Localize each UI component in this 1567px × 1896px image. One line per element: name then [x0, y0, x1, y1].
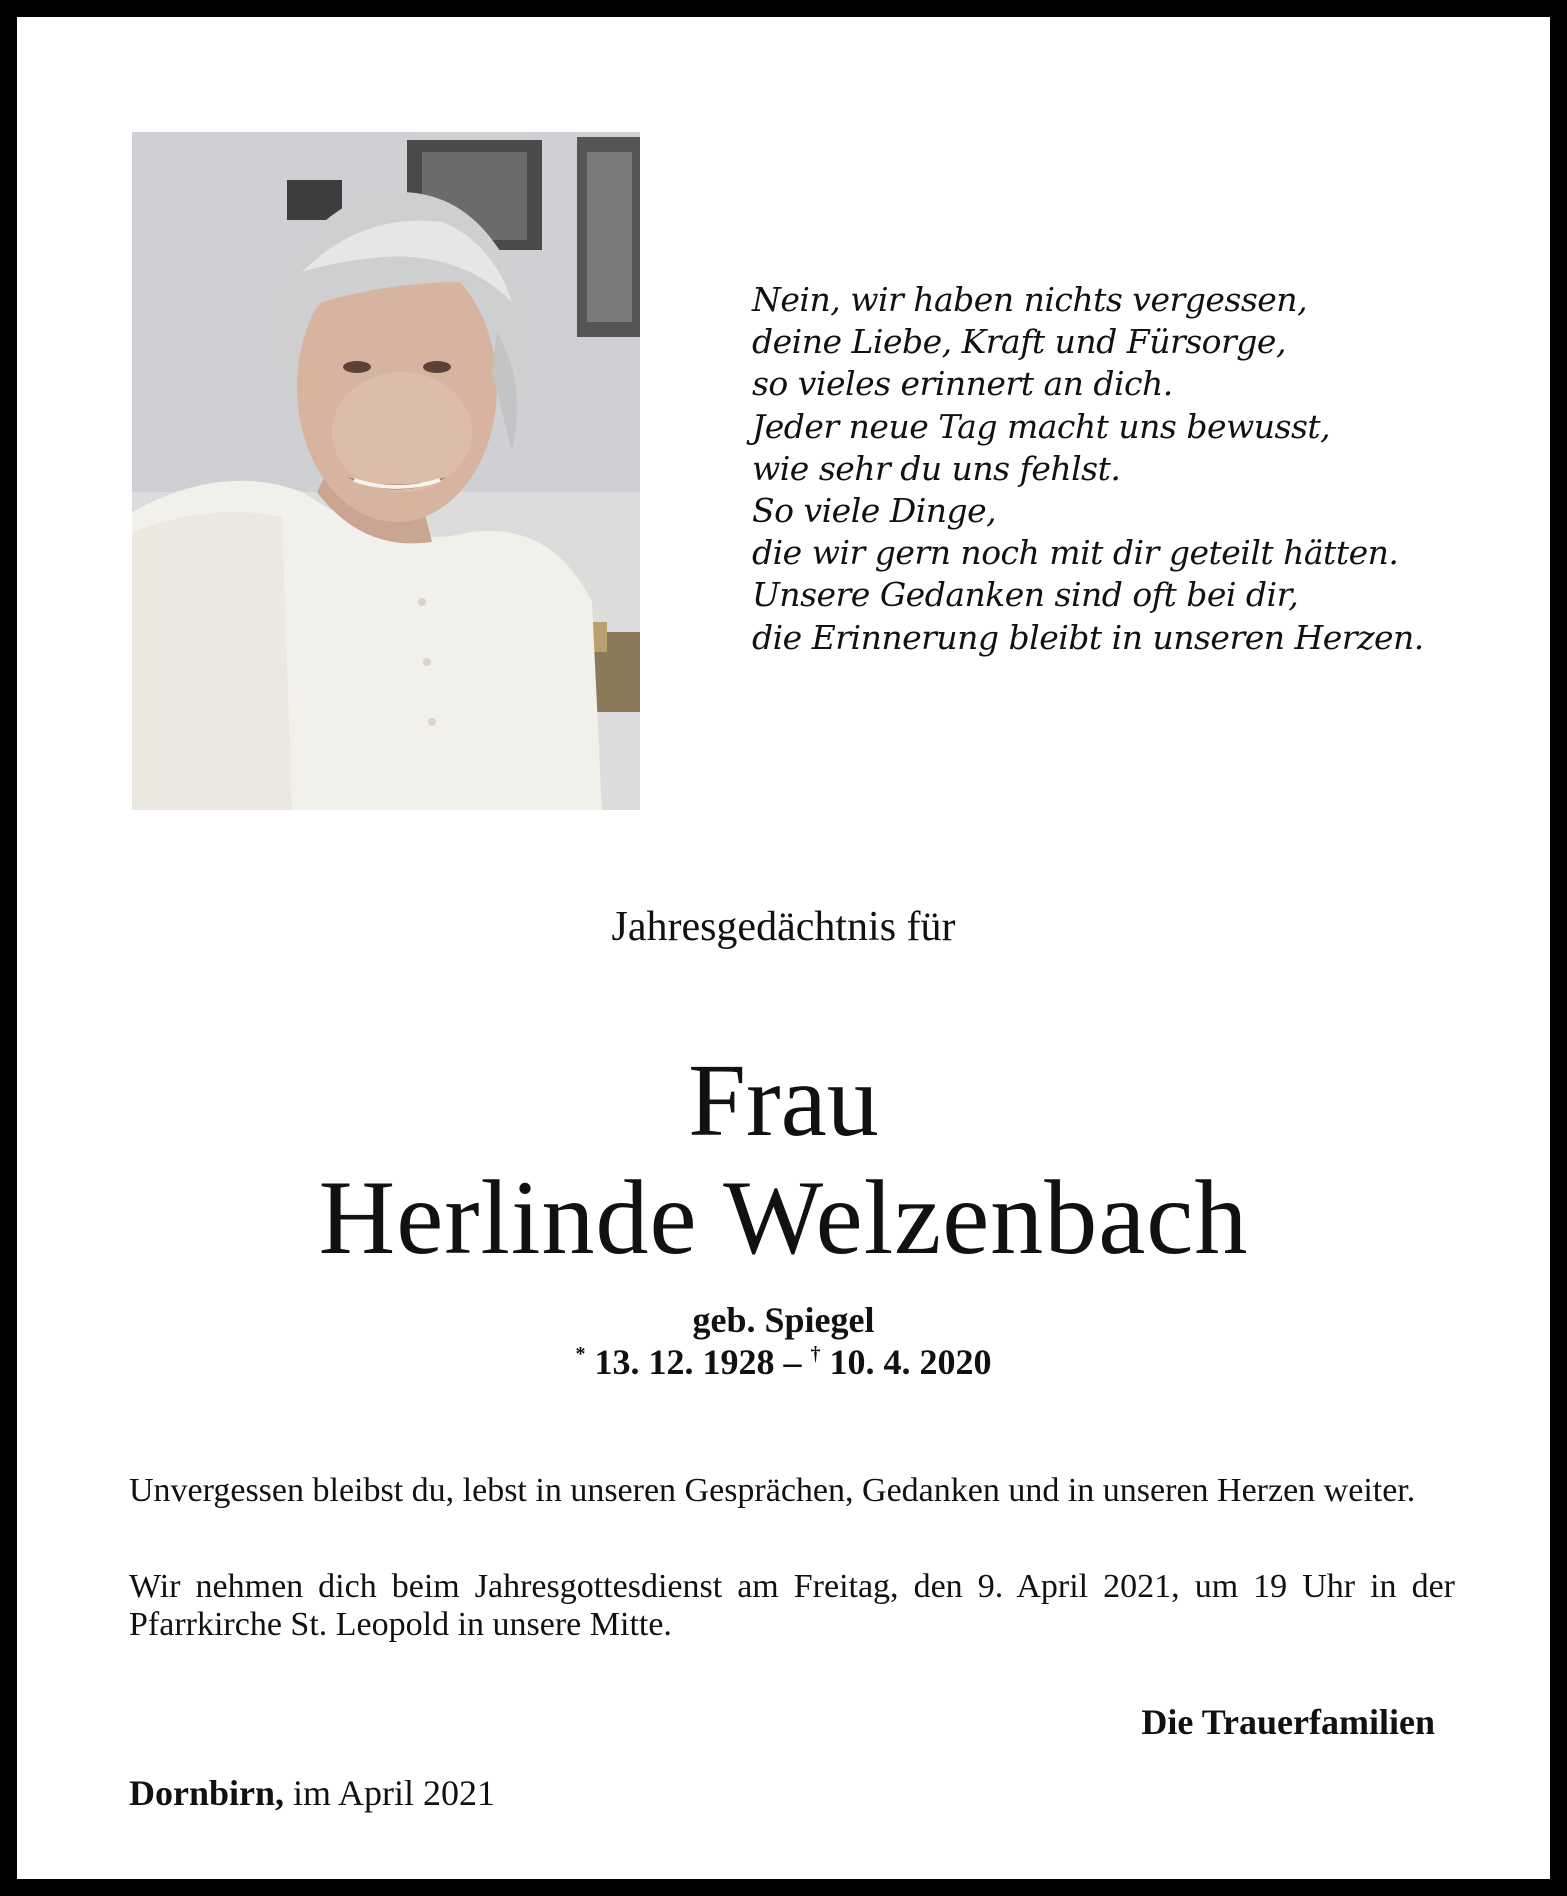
- poem-line: Unsere Gedanken sind oft bei dir,: [752, 575, 1299, 615]
- memorial-intro: Jahresgedächtnis für: [611, 904, 956, 950]
- poem-line: die wir gern noch mit dir geteilt hätten.: [752, 533, 1399, 573]
- death-date: 10. 4. 2020: [829, 1342, 992, 1382]
- poem-line: die Erinnerung bleibt in unseren Herzen.: [752, 617, 1424, 657]
- salutation: Frau: [688, 1043, 879, 1158]
- place-date: [129, 1772, 495, 1814]
- poem-line: wie sehr du uns fehlst.: [752, 448, 1121, 488]
- birth-name: geb. Spiegel: [692, 1300, 875, 1340]
- poem-line: deine Liebe, Kraft und Fürsorge,: [752, 322, 1286, 362]
- life-dates: [17, 1341, 1550, 1383]
- signature: Die Trauerfamilien: [1141, 1702, 1435, 1742]
- deceased-name: [17, 1043, 1550, 1277]
- portrait-photo: [132, 132, 640, 810]
- poem: [752, 279, 1472, 659]
- death-symbol: †: [810, 1343, 821, 1365]
- poem-line: so vieles erinnert an dich.: [752, 364, 1173, 404]
- service-paragraph: Wir nehmen dich beim Jahresgottesdienst am Freitag, den 9. April 2021, um 19 Uhr in der Pfarrkirche St. Leopold in unsere Mitte.: [129, 1568, 1455, 1643]
- place-date-text: im April 2021: [293, 1773, 496, 1813]
- obituary-card: [17, 17, 1550, 1879]
- full-name: Herlinde Welzenbach: [318, 1159, 1249, 1276]
- birth-symbol: *: [575, 1343, 586, 1365]
- portrait-illustration: [132, 132, 640, 810]
- poem-line: So viele Dinge,: [752, 491, 997, 531]
- birth-date: 13. 12. 1928 –: [594, 1342, 802, 1382]
- message-paragraph: Unvergessen bleibst du, lebst in unseren Gesprächen, Gedanken und in unseren Herzen weiter.: [129, 1472, 1416, 1509]
- poem-line: Nein, wir haben nichts vergessen,: [752, 280, 1308, 319]
- place-city: Dornbirn,: [129, 1773, 285, 1813]
- poem-line: Jeder neue Tag macht uns bewusst,: [752, 406, 1331, 446]
